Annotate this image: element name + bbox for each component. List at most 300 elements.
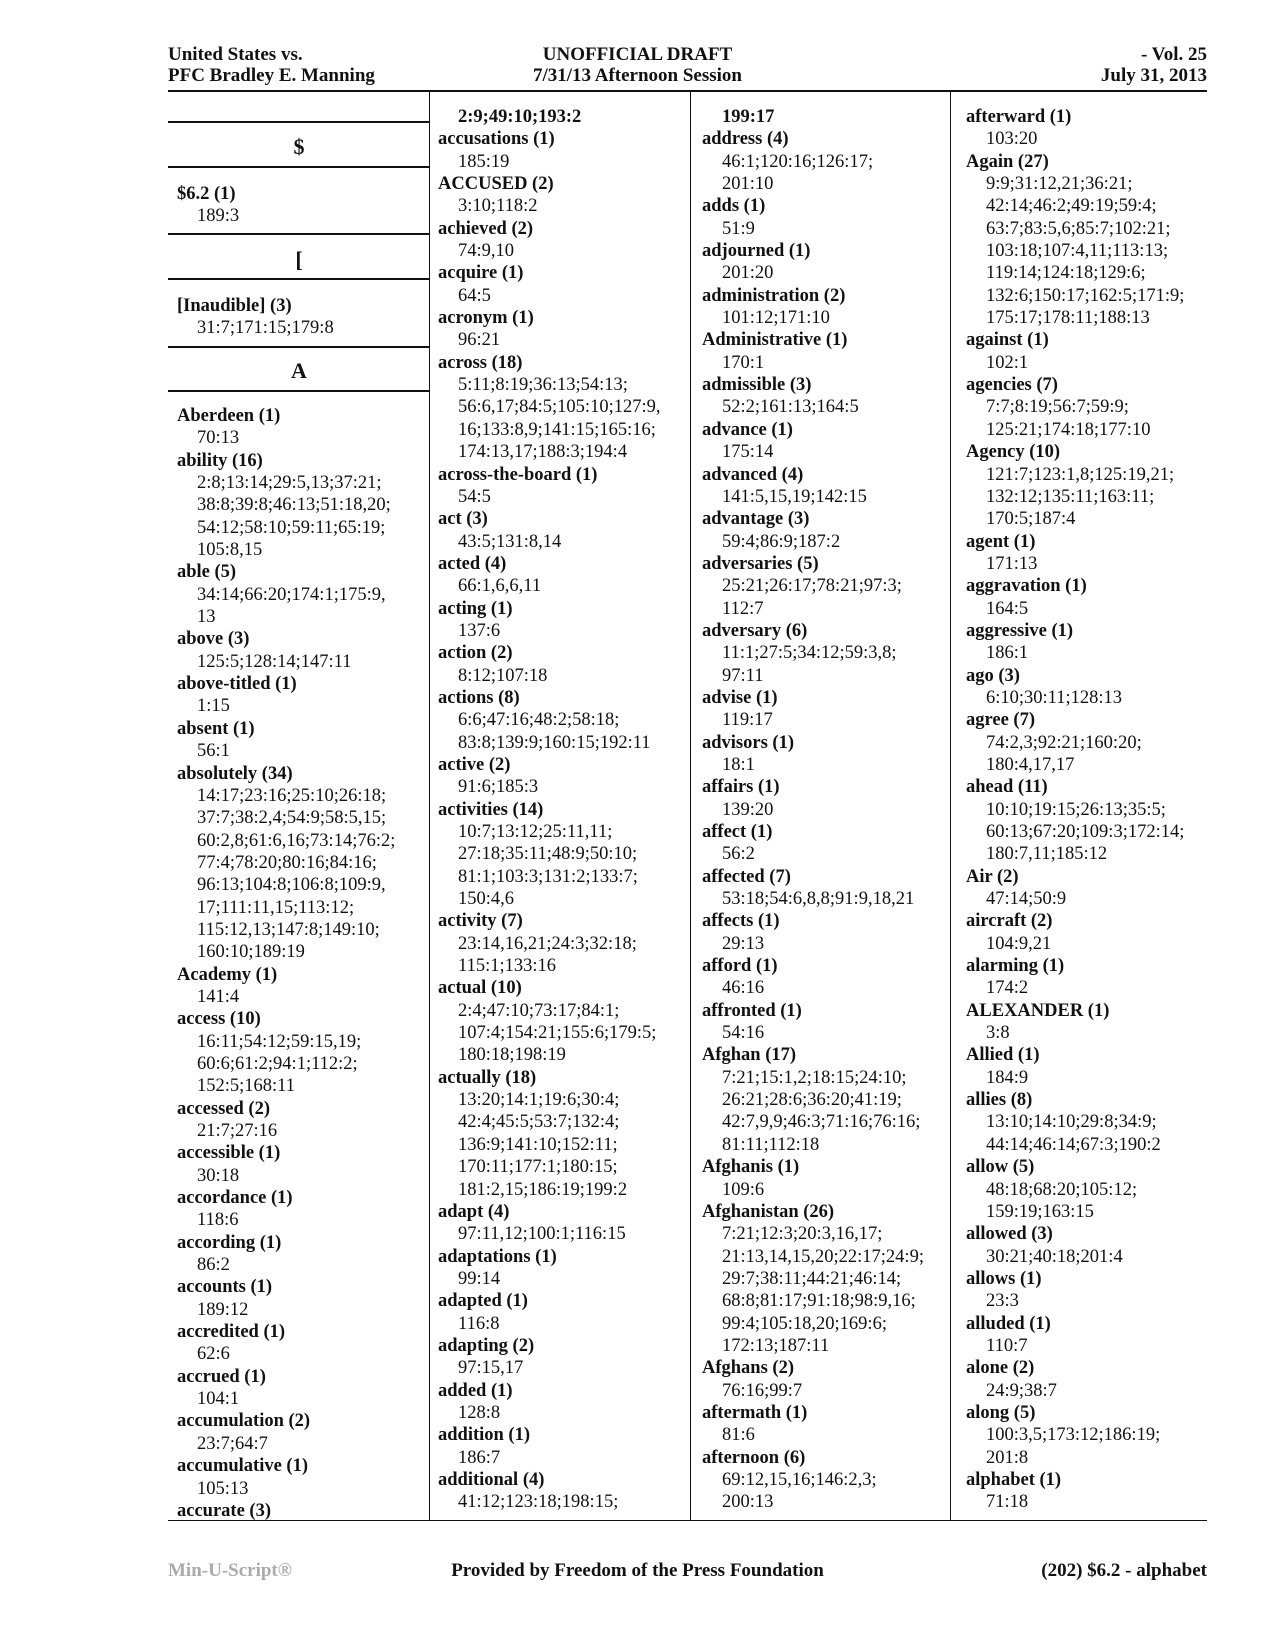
section-rule	[168, 233, 429, 235]
index-entry	[438, 508, 688, 553]
index-term: acquire (1)	[438, 263, 524, 284]
index-term: activities (14)	[438, 799, 544, 820]
index-term: alone (2)	[966, 1358, 1035, 1379]
index-entry	[177, 673, 427, 718]
index-entry	[177, 1008, 427, 1097]
page-line-references: 115:12,13;147:8;149:10;	[197, 919, 380, 940]
index-term: acronym (1)	[438, 308, 534, 329]
volume-label: - Vol. 25	[1141, 44, 1207, 65]
index-entry	[438, 1335, 688, 1380]
index-term: acted (4)	[438, 553, 507, 574]
page-line-references: 91:6;185:3	[458, 777, 539, 798]
index-term: act (3)	[438, 509, 488, 530]
page-line-references: 170:5;187:4	[986, 509, 1076, 530]
index-entry	[702, 419, 958, 464]
index-term: allow (5)	[966, 1157, 1035, 1178]
session-date: July 31, 2013	[1100, 65, 1207, 86]
index-entry	[177, 1187, 427, 1232]
index-entry	[177, 1455, 427, 1500]
index-term: achieved (2)	[438, 218, 534, 239]
index-entry	[702, 1201, 958, 1357]
page-line-references: 99:14	[458, 1268, 501, 1289]
index-term: aggravation (1)	[966, 576, 1087, 597]
index-term: addition (1)	[438, 1425, 531, 1446]
index-entry	[702, 374, 958, 419]
page-line-references: 17;111:11,15;113:12;	[197, 897, 355, 918]
page-line-references: 68:8;81:17;91:18;98:9,16;	[722, 1291, 916, 1312]
index-term: accessible (1)	[177, 1143, 281, 1164]
page-line-references: 16:11;54:12;59:15,19;	[197, 1031, 362, 1052]
page-line-references: 69:12,15,16;146:2,3;	[722, 1469, 877, 1490]
index-term: affect (1)	[702, 822, 773, 842]
section-rule	[168, 278, 429, 280]
page-line-references: 25:21;26:17;78:21;97:3;	[722, 576, 902, 597]
index-term: absent (1)	[177, 718, 255, 739]
index-entry	[438, 352, 688, 464]
page-line-references: 56:2	[722, 844, 755, 865]
page-line-references: 119:14;124:18;129:6;	[986, 263, 1146, 284]
index-term: across-the-board (1)	[438, 464, 598, 485]
index-entry	[438, 598, 688, 643]
page-line-references: 42:7,9,9;46:3;71:16;76:16;	[722, 1112, 921, 1133]
page-line-references: 180:7,11;185:12	[986, 844, 1108, 865]
header-rule	[168, 90, 1207, 92]
page-line-references: 189:3	[197, 206, 240, 227]
page-line-references: 171:13	[986, 553, 1038, 574]
index-term: ALEXANDER (1)	[966, 1000, 1110, 1021]
page-line-references: 1:15	[197, 696, 230, 717]
page-line-references: 125:5;128:14;147:11	[197, 651, 352, 672]
provider-credit: Provided by Freedom of the Press Foundation	[451, 1560, 824, 1581]
page-line-references: 99:4;105:18,20;169:6;	[722, 1313, 887, 1334]
index-term: advisors (1)	[702, 732, 794, 753]
page-line-references: 172:13;187:11	[722, 1335, 830, 1356]
index-entry	[438, 1290, 688, 1335]
continued-references: 199:17	[722, 107, 775, 127]
index-term: $6.2 (1)	[177, 184, 236, 204]
index-term: affected (7)	[702, 866, 791, 887]
index-term: ahead (11)	[966, 777, 1048, 798]
page-range: (202) $6.2 - alphabet	[1041, 1560, 1207, 1581]
index-entry	[966, 955, 1216, 1000]
page-line-references: 201:20	[722, 263, 774, 284]
page-line-references: 46:16	[722, 978, 765, 999]
index-entry	[966, 1402, 1216, 1469]
index-entry	[438, 799, 688, 911]
page-line-references: 2:8;13:14;29:5,13;37:21;	[197, 473, 382, 494]
index-entry	[966, 1313, 1216, 1358]
section-heading-dollar: $	[293, 134, 305, 159]
page-line-references: 5:11;8:19;36:13;54:13;	[458, 375, 628, 396]
case-caption-line-1: United States vs.	[168, 44, 303, 65]
page-line-references: 46:1;120:16;126:17;	[722, 151, 874, 172]
index-entry	[177, 964, 427, 1009]
index-entry	[702, 1156, 958, 1201]
section-rule	[168, 121, 429, 123]
index-entry	[966, 1044, 1216, 1089]
index-term: alphabet (1)	[966, 1469, 1062, 1490]
section-rule	[168, 166, 429, 168]
index-term: active (2)	[438, 754, 511, 775]
page-line-references: 170:11;177:1;180:15;	[458, 1157, 618, 1178]
index-entry	[702, 1044, 958, 1156]
page-line-references: 64:5	[458, 285, 491, 306]
page-line-references: 30:18	[197, 1165, 240, 1186]
page-line-references: 9:9;31:12,21;36:21;	[986, 174, 1133, 195]
index-entry	[702, 128, 958, 195]
page-line-references: 104:9,21	[986, 933, 1052, 954]
index-entry	[438, 1201, 688, 1246]
page-line-references: 54:12;58:10;59:11;65:19;	[197, 517, 386, 538]
page-line-references: 16;133:8,9;141:15;165:16;	[458, 419, 656, 440]
continued-references: 2:9;49:10;193:2	[458, 107, 582, 127]
page-line-references: 189:12	[197, 1299, 249, 1320]
page-line-references: 13	[197, 607, 216, 628]
index-entry	[966, 575, 1216, 620]
page-line-references: 56:6,17;84:5;105:10;127:9,	[458, 397, 661, 418]
page-line-references: 175:14	[722, 442, 774, 463]
page-line-references: 76:16;99:7	[722, 1380, 803, 1401]
index-term: according (1)	[177, 1232, 282, 1253]
page-line-references: 30:21;40:18;201:4	[986, 1246, 1123, 1267]
page-line-references: 71:18	[986, 1492, 1029, 1513]
index-term: Afghans (2)	[702, 1358, 794, 1379]
index-entry	[702, 1402, 958, 1447]
index-term: able (5)	[177, 562, 237, 583]
index-term: against (1)	[966, 330, 1049, 351]
page-line-references: 159:19;163:15	[986, 1201, 1094, 1222]
page-line-references: 137:6	[458, 620, 501, 641]
index-term: adapting (2)	[438, 1335, 535, 1356]
page-line-references: 37:7;38:2,4;54:9;58:5,15;	[197, 808, 387, 829]
index-entry	[966, 665, 1216, 710]
index-entry	[177, 1142, 427, 1187]
page-line-references: 10:10;19:15;26:13;35:5;	[986, 799, 1166, 820]
index-term: accessed (2)	[177, 1098, 270, 1119]
page-line-references: 54:5	[458, 486, 491, 507]
index-term: accumulative (1)	[177, 1456, 309, 1477]
index-term: accumulation (2)	[177, 1411, 311, 1432]
index-entry	[702, 240, 958, 285]
index-column-3	[702, 106, 958, 1514]
index-entry	[702, 195, 958, 240]
page-line-references: 96:13;104:8;106:8;109:9,	[197, 875, 386, 896]
page-line-references: 100:3,5;173:12;186:19;	[986, 1425, 1161, 1446]
index-entry	[966, 1268, 1216, 1313]
page-line-references: 29:7;38:11;44:21;46:14;	[722, 1268, 902, 1289]
index-term: Afghanistan (26)	[702, 1201, 835, 1222]
page-line-references: 29:13	[722, 933, 765, 954]
page-line-references: 102:1	[986, 352, 1029, 373]
index-entry	[438, 1067, 688, 1201]
page-line-references: 107:4;154:21;155:6;179:5;	[458, 1023, 657, 1044]
index-entry	[966, 620, 1216, 665]
index-term: Afghan (17)	[702, 1045, 797, 1066]
index-entry	[438, 464, 688, 509]
page-line-references: 11:1;27:5;34:12;59:3,8;	[722, 643, 897, 664]
page-line-references: 121:7;123:1,8;125:19,21;	[986, 464, 1175, 485]
index-group-dollar	[177, 183, 427, 228]
page-line-references: 180:18;198:19	[458, 1045, 566, 1066]
index-term: advanced (4)	[702, 464, 804, 485]
index-term: accounts (1)	[177, 1277, 273, 1298]
page-line-references: 7:21;15:1,2;18:15;24:10;	[722, 1067, 907, 1088]
page-line-references: 201:10	[722, 174, 774, 195]
index-entry	[177, 183, 427, 228]
page-line-references: 60:2,8;61:6,16;73:14;76:2;	[197, 830, 396, 851]
page-line-references: 10:7;13:12;25:11,11;	[458, 822, 613, 842]
page-line-references: 81:6	[722, 1425, 755, 1446]
index-term: acting (1)	[438, 598, 513, 619]
index-entry	[966, 1223, 1216, 1268]
index-entry	[438, 553, 688, 598]
page-line-references: 110:7	[986, 1335, 1028, 1356]
index-term: actual (10)	[438, 978, 522, 999]
page-line-references: 66:1,6,6,11	[458, 576, 542, 597]
page-line-references: 139:20	[722, 799, 774, 820]
index-term: Afghanis (1)	[702, 1157, 800, 1178]
index-term: activity (7)	[438, 911, 523, 932]
page-line-references: 14:17;23:16;25:10;26:18;	[197, 785, 387, 806]
page-line-references: 181:2,15;186:19;199:2	[458, 1179, 628, 1200]
index-entry	[966, 329, 1216, 374]
page-line-references: 51:9	[722, 218, 755, 239]
page-line-references: 31:7;171:15;179:8	[197, 318, 334, 339]
index-term: allowed (3)	[966, 1224, 1053, 1245]
index-term: agent (1)	[966, 531, 1036, 552]
index-entry	[966, 531, 1216, 576]
page-line-references: 23:3	[986, 1291, 1019, 1312]
index-term: agree (7)	[966, 710, 1035, 731]
page-line-references: 59:4;86:9;187:2	[722, 531, 841, 552]
page-line-references: 97:15,17	[458, 1358, 524, 1379]
document-title-line-2: 7/31/13 Afternoon Session	[532, 65, 743, 86]
section-heading-bracket: [	[295, 247, 303, 272]
page-line-references: 201:8	[986, 1447, 1029, 1468]
page-line-references: 70:13	[197, 428, 240, 449]
page-line-references: 77:4;78:20;80:16;84:16;	[197, 852, 377, 873]
index-term: accurate (3)	[177, 1500, 271, 1521]
index-entry	[438, 977, 688, 1066]
page-line-references: 8:12;107:18	[458, 665, 548, 686]
index-term: above-titled (1)	[177, 674, 297, 695]
page-line-references: 96:21	[458, 330, 501, 351]
index-term: Aberdeen (1)	[177, 406, 281, 426]
index-entry	[438, 910, 688, 977]
index-entry	[966, 1469, 1216, 1514]
column-divider-2	[690, 92, 691, 1520]
index-entry	[702, 464, 958, 509]
page-line-references: 43:5;131:8,14	[458, 531, 562, 552]
page-line-references: 60:13;67:20;109:3;172:14;	[986, 822, 1185, 842]
page-line-references: 184:9	[986, 1067, 1029, 1088]
index-entry	[438, 1380, 688, 1425]
index-term: advance (1)	[702, 419, 793, 440]
index-term: adapt (4)	[438, 1201, 510, 1222]
page-line-references: 160:10;189:19	[197, 942, 305, 963]
index-term: advantage (3)	[702, 509, 810, 530]
index-term: along (5)	[966, 1402, 1036, 1423]
index-term: actions (8)	[438, 687, 520, 708]
page-line-references: 97:11	[722, 665, 764, 686]
index-term: absolutely (34)	[177, 763, 293, 784]
volume-date	[1101, 44, 1207, 86]
index-entry	[438, 754, 688, 799]
page-line-references: 112:7	[722, 598, 764, 619]
index-entry	[177, 295, 427, 340]
index-term: Administrative (1)	[702, 330, 848, 351]
index-term: added (1)	[438, 1380, 513, 1401]
index-entry	[438, 128, 688, 173]
index-entry	[177, 561, 427, 628]
page-line-references: 164:5	[986, 598, 1029, 619]
index-entry	[702, 732, 958, 777]
index-term: adversary (6)	[702, 620, 808, 641]
index-entry	[702, 776, 958, 821]
page-line-references: 13:20;14:1;19:6;30:4;	[458, 1090, 620, 1111]
page-line-references: 38:8;39:8;46:13;51:18,20;	[197, 495, 391, 516]
index-entry	[966, 1357, 1216, 1402]
page-line-references: 21:7;27:16	[197, 1121, 278, 1141]
index-term: actually (18)	[438, 1067, 537, 1088]
page-line-references: 105:8,15	[197, 540, 263, 561]
page-line-references: 7:7;8:19;56:7;59:9;	[986, 397, 1129, 418]
page-line-references: 103:18;107:4,11;113:13;	[986, 241, 1169, 262]
index-entry	[702, 821, 958, 866]
index-entry	[177, 1366, 427, 1411]
index-entry	[438, 1424, 688, 1469]
index-term: agencies (7)	[966, 375, 1058, 396]
index-entry	[702, 687, 958, 732]
page-line-references: 115:1;133:16	[458, 956, 556, 977]
index-term: ability (16)	[177, 450, 263, 471]
index-term: Air (2)	[966, 866, 1019, 887]
page-line-references: 26:21;28:6;36:20;41:19;	[722, 1090, 902, 1111]
section-heading-a: A	[291, 358, 307, 383]
index-term: Agency (10)	[966, 442, 1061, 463]
index-term: allows (1)	[966, 1268, 1042, 1289]
page-line-references: 7:21;12:3;20:3,16,17;	[722, 1224, 883, 1245]
page-line-references: 116:8	[458, 1313, 500, 1334]
publisher-logo-text: Min-U-Script®	[168, 1560, 292, 1581]
page-line-references: 83:8;139:9;160:15;192:11	[458, 732, 651, 753]
section-rule	[168, 346, 429, 348]
page-line-references: 6:10;30:11;128:13	[986, 687, 1123, 708]
index-term: action (2)	[438, 643, 513, 664]
index-term: additional (4)	[438, 1469, 545, 1490]
index-entry	[177, 1276, 427, 1321]
index-term: Allied (1)	[966, 1045, 1040, 1066]
index-entry	[966, 1000, 1216, 1045]
index-term: accusations (1)	[438, 129, 555, 150]
index-entry	[177, 1321, 427, 1366]
index-term: ACCUSED (2)	[438, 174, 554, 195]
page-line-references: 175:17;178:11;188:13	[986, 308, 1150, 329]
page-line-references: 54:16	[722, 1023, 765, 1044]
page-line-references: 170:1	[722, 352, 765, 373]
page-line-references: 18:1	[722, 754, 755, 775]
page-line-references: 47:14;50:9	[986, 889, 1067, 910]
page-line-references: 3:8	[986, 1023, 1010, 1044]
index-term: across (18)	[438, 352, 523, 373]
index-term: aftermath (1)	[702, 1402, 808, 1423]
index-entry	[438, 687, 688, 754]
index-entry	[177, 1410, 427, 1455]
index-entry	[702, 1000, 958, 1045]
index-term: affronted (1)	[702, 1000, 802, 1021]
page-line-references: 53:18;54:6,8,8;91:9,18,21	[722, 889, 915, 910]
index-term: afternoon (6)	[702, 1447, 806, 1468]
index-entry	[702, 866, 958, 911]
index-term: afterward (1)	[966, 107, 1072, 127]
index-entry	[177, 1098, 427, 1143]
index-term: administration (2)	[702, 285, 846, 306]
index-entry	[966, 866, 1216, 911]
page-line-references: 44:14;46:14;67:3;190:2	[986, 1134, 1161, 1155]
page-line-references: 74:2,3;92:21;160:20;	[986, 732, 1142, 753]
index-term: alluded (1)	[966, 1313, 1051, 1334]
index-term: Academy (1)	[177, 964, 278, 985]
page-line-references: 86:2	[197, 1255, 230, 1276]
index-entry	[966, 151, 1216, 330]
index-term: adjourned (1)	[702, 241, 811, 262]
page-line-references: 97:11,12;100:1;116:15	[458, 1224, 626, 1245]
index-term: accrued (1)	[177, 1366, 266, 1387]
section-rule	[168, 390, 429, 392]
index-entry	[702, 285, 958, 330]
index-term: aircraft (2)	[966, 911, 1053, 932]
page-line-references: 174:13,17;188:3;194:4	[458, 442, 628, 463]
page-line-references: 63:7;83:5,6;85:7;102:21;	[986, 218, 1171, 239]
index-entry	[966, 106, 1216, 151]
page-line-references: 81:1;103:3;131:2;133:7;	[458, 866, 638, 887]
index-term: adapted (1)	[438, 1291, 528, 1312]
index-group-a	[177, 405, 427, 1522]
page-line-references: 132:6;150:17;162:5;171:9;	[986, 285, 1185, 306]
index-term: affairs (1)	[702, 777, 780, 798]
index-entry	[966, 910, 1216, 955]
index-entry	[966, 776, 1216, 865]
index-term: advise (1)	[702, 687, 778, 708]
page-line-references: 186:1	[986, 643, 1029, 664]
page-line-references: 118:6	[197, 1210, 239, 1231]
page-line-references: 141:4	[197, 986, 240, 1007]
index-entry	[438, 1469, 688, 1514]
page-line-references: 41:12;123:18;198:15;	[458, 1492, 619, 1513]
page-line-references: 24:9;38:7	[986, 1380, 1057, 1401]
index-entry	[438, 173, 688, 218]
index-term: adaptations (1)	[438, 1246, 557, 1267]
index-term: affects (1)	[702, 911, 780, 932]
page-line-references: 152:5;168:11	[197, 1076, 295, 1097]
document-title	[0, 44, 1275, 86]
index-term: allies (8)	[966, 1090, 1033, 1111]
page-line-references: 62:6	[197, 1344, 230, 1365]
index-term: address (4)	[702, 129, 789, 150]
index-entry	[702, 620, 958, 687]
page-line-references: 141:5,15,19;142:15	[722, 486, 867, 507]
index-entry	[438, 642, 688, 687]
index-entry	[966, 1089, 1216, 1156]
index-term: Again (27)	[966, 151, 1049, 172]
page-line-references: 103:20	[986, 129, 1038, 150]
index-group-bracket	[177, 295, 427, 340]
index-term: admissible (3)	[702, 375, 812, 396]
page-line-references: 56:1	[197, 741, 230, 762]
page-line-references: 81:11;112:18	[722, 1134, 820, 1155]
index-entry	[177, 763, 427, 964]
page-line-references: 186:7	[458, 1447, 501, 1468]
